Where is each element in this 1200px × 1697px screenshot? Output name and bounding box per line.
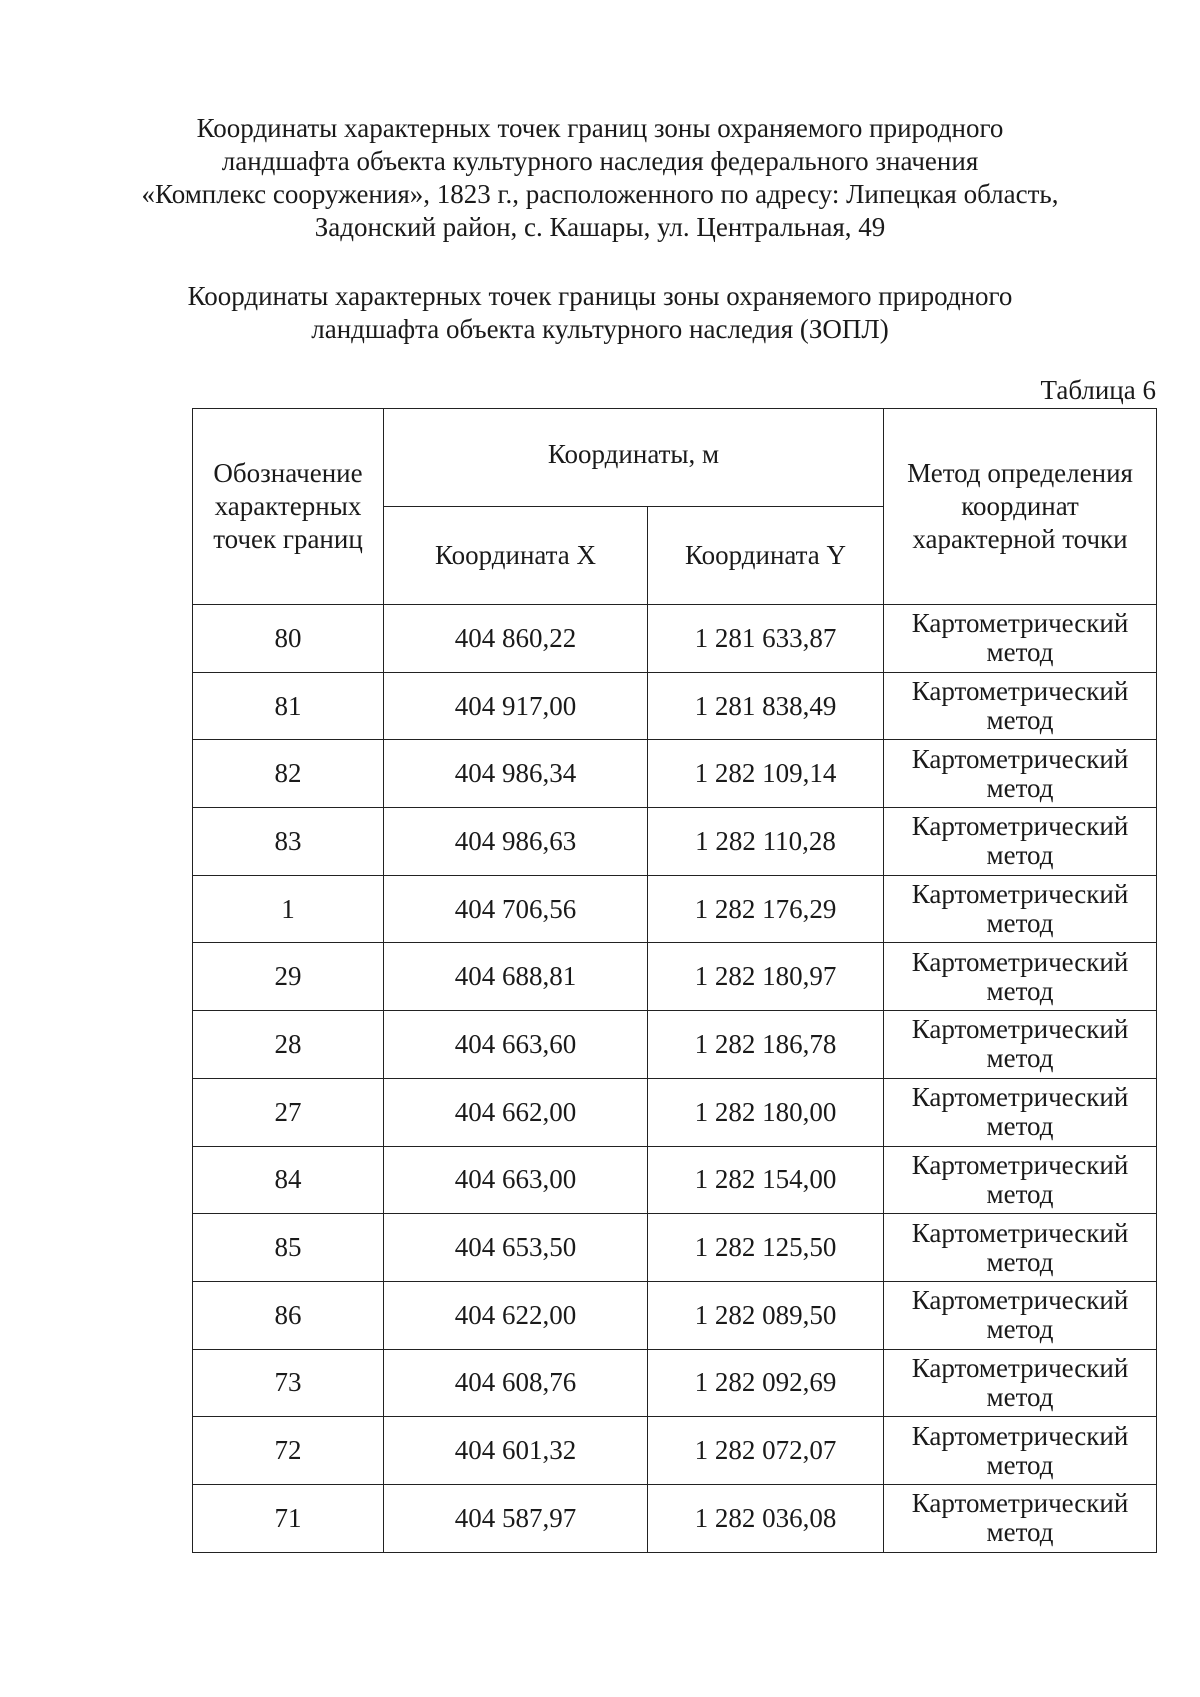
table-label: Таблица 6 — [1040, 375, 1156, 405]
table-row — [193, 1011, 1157, 1079]
method-line: Картометрический — [911, 1488, 1129, 1519]
coordinate-y-cell: 1 282 110,28 — [648, 808, 884, 876]
coordinate-y-cell: 1 282 186,78 — [648, 1011, 884, 1079]
method-line: метод — [986, 1111, 1054, 1142]
point-cell: 73 — [193, 1349, 384, 1417]
coordinate-y-cell: 1 282 092,69 — [648, 1349, 884, 1417]
table-body — [193, 605, 1157, 1553]
method-line: метод — [986, 1381, 1054, 1412]
point-cell: 84 — [193, 1146, 384, 1214]
method-cell — [884, 605, 1157, 673]
method-cell — [884, 1417, 1157, 1485]
coordinate-y-cell: 1 282 089,50 — [648, 1281, 884, 1349]
method-cell — [884, 1214, 1157, 1282]
method-line: Картометрический — [911, 1082, 1129, 1113]
title-line: ландшафта объекта культурного наследия федерального значения — [221, 146, 979, 176]
table-row — [193, 740, 1157, 808]
point-cell: 71 — [193, 1484, 384, 1552]
method-cell — [884, 672, 1157, 740]
method-cell — [884, 740, 1157, 808]
method-line: метод — [986, 975, 1054, 1006]
table-row — [193, 1417, 1157, 1485]
method-line: Картометрический — [911, 1014, 1129, 1045]
point-cell: 72 — [193, 1417, 384, 1485]
table-row — [193, 1214, 1157, 1282]
method-cell — [884, 1078, 1157, 1146]
coordinate-x-cell: 404 860,22 — [384, 605, 648, 673]
method-line: метод — [986, 1178, 1054, 1209]
coordinate-y-cell: 1 282 154,00 — [648, 1146, 884, 1214]
method-line: метод — [986, 772, 1054, 803]
document-subtitle — [0, 280, 1200, 346]
table-row — [193, 1078, 1157, 1146]
coordinate-x-cell: 404 688,81 — [384, 943, 648, 1011]
coordinate-y-cell: 1 282 180,97 — [648, 943, 884, 1011]
title-line: «Комплекс сооружения», 1823 г., расположенного по адресу: Липецкая область, — [141, 179, 1059, 209]
method-line: Картометрический — [911, 743, 1129, 774]
table-row — [193, 672, 1157, 740]
coordinate-y-cell: 1 282 036,08 — [648, 1484, 884, 1552]
method-cell — [884, 1146, 1157, 1214]
coordinate-y-cell: 1 282 180,00 — [648, 1078, 884, 1146]
document-title — [0, 112, 1200, 244]
method-line: Картометрический — [911, 676, 1129, 707]
coordinate-x-cell: 404 986,63 — [384, 808, 648, 876]
point-cell: 85 — [193, 1214, 384, 1282]
method-line: Картометрический — [911, 1285, 1129, 1316]
header-coordinates: Координаты, м — [384, 409, 884, 507]
title-line: Координаты характерных точек границ зоны охраняемого природного — [196, 113, 1004, 143]
table-row — [193, 1281, 1157, 1349]
method-line: метод — [986, 705, 1054, 736]
method-cell — [884, 1281, 1157, 1349]
point-cell: 83 — [193, 808, 384, 876]
subtitle-line: ландшафта объекта культурного наследия (ЗОПЛ) — [311, 314, 889, 344]
method-cell — [884, 1484, 1157, 1552]
coordinate-y-cell: 1 282 176,29 — [648, 875, 884, 943]
header-coordinate-y: Координата Y — [648, 507, 884, 605]
point-cell: 1 — [193, 875, 384, 943]
method-cell — [884, 1349, 1157, 1417]
point-cell: 27 — [193, 1078, 384, 1146]
coordinate-y-cell: 1 282 072,07 — [648, 1417, 884, 1485]
method-line: метод — [986, 1449, 1054, 1480]
table-row — [193, 943, 1157, 1011]
coordinate-y-cell: 1 281 838,49 — [648, 672, 884, 740]
table-row — [193, 808, 1157, 876]
method-line: метод — [986, 908, 1054, 939]
coordinate-x-cell: 404 601,32 — [384, 1417, 648, 1485]
coordinate-x-cell: 404 587,97 — [384, 1484, 648, 1552]
method-line: Картометрический — [911, 1149, 1129, 1180]
coordinate-x-cell: 404 653,50 — [384, 1214, 648, 1282]
coordinate-x-cell: 404 608,76 — [384, 1349, 648, 1417]
coordinate-x-cell: 404 622,00 — [384, 1281, 648, 1349]
table-row — [193, 1146, 1157, 1214]
method-line: Картометрический — [911, 879, 1129, 910]
point-cell: 29 — [193, 943, 384, 1011]
point-cell: 86 — [193, 1281, 384, 1349]
coordinate-x-cell: 404 663,00 — [384, 1146, 648, 1214]
method-line: Картометрический — [911, 1352, 1129, 1383]
point-cell: 82 — [193, 740, 384, 808]
method-line: Картометрический — [911, 608, 1129, 639]
coordinate-x-cell: 404 662,00 — [384, 1078, 648, 1146]
point-cell: 80 — [193, 605, 384, 673]
coordinate-y-cell: 1 282 125,50 — [648, 1214, 884, 1282]
coordinate-y-cell: 1 281 633,87 — [648, 605, 884, 673]
point-cell: 81 — [193, 672, 384, 740]
header-method: Метод определения координат характерной точки — [884, 409, 1157, 605]
method-line: метод — [986, 1246, 1054, 1277]
subtitle-line: Координаты характерных точек границы зоны охраняемого природного — [187, 281, 1013, 311]
point-cell: 28 — [193, 1011, 384, 1079]
table-row — [193, 605, 1157, 673]
coordinate-x-cell: 404 706,56 — [384, 875, 648, 943]
table-row — [193, 1484, 1157, 1552]
method-line: метод — [986, 1043, 1054, 1074]
method-cell — [884, 875, 1157, 943]
method-line: Картометрический — [911, 1420, 1129, 1451]
method-line: Картометрический — [911, 811, 1129, 842]
method-line: метод — [986, 840, 1054, 871]
method-cell — [884, 943, 1157, 1011]
method-line: Картометрический — [911, 946, 1129, 977]
coordinate-x-cell: 404 917,00 — [384, 672, 648, 740]
coordinates-table — [192, 408, 1157, 1553]
table-row — [193, 1349, 1157, 1417]
coordinate-x-cell: 404 986,34 — [384, 740, 648, 808]
method-line: Картометрический — [911, 1217, 1129, 1248]
title-line: Задонский район, с. Кашары, ул. Центральная, 49 — [314, 212, 886, 242]
method-cell — [884, 1011, 1157, 1079]
method-line: метод — [986, 1314, 1054, 1345]
method-line: метод — [986, 1517, 1054, 1548]
header-point-designation: Обозначение характерных точек границ — [193, 409, 384, 605]
method-line: метод — [986, 637, 1054, 668]
method-cell — [884, 808, 1157, 876]
coordinate-x-cell: 404 663,60 — [384, 1011, 648, 1079]
coordinate-y-cell: 1 282 109,14 — [648, 740, 884, 808]
header-coordinate-x: Координата X — [384, 507, 648, 605]
table-row — [193, 875, 1157, 943]
